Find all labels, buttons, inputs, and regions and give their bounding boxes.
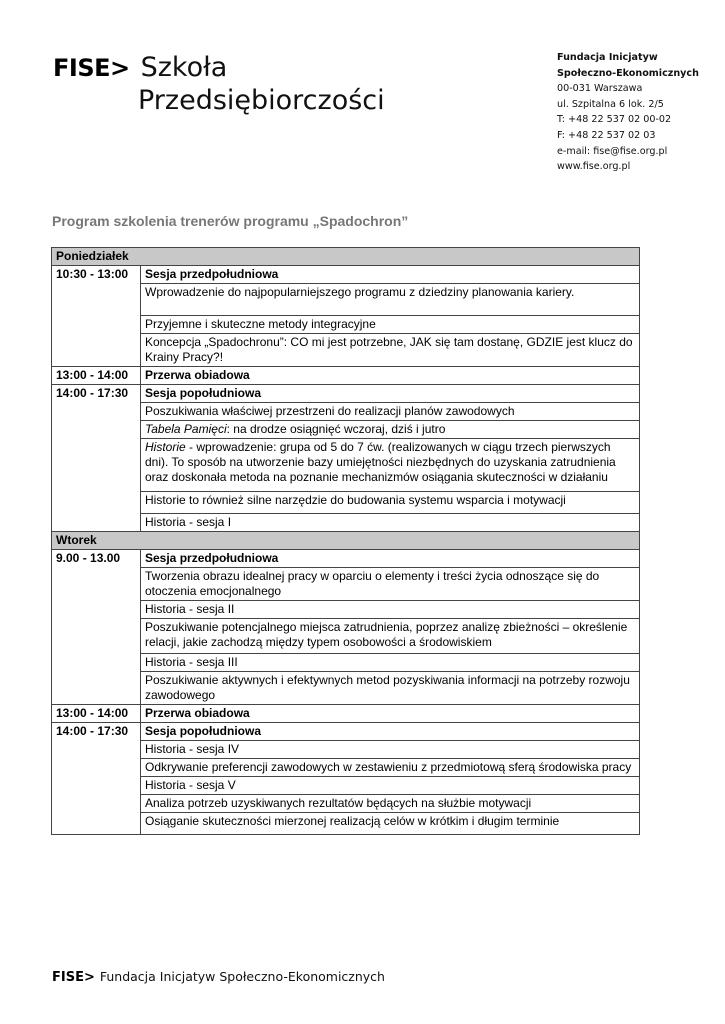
session-item: Historie to również silne narzędzie do budowania systemu wsparcia i motywacji (141, 492, 640, 514)
session-item: Historia - sesja III (141, 654, 640, 672)
postal-city: 00-031 Warszawa (557, 83, 643, 95)
org-name-line2: Społeczno-Ekonomicznych (557, 67, 699, 79)
session-item: Tworzenia obrazu idealnej pracy w oparciu o elementy i treści życia odnoszące się do otoczenia emocjonalnego (141, 568, 640, 601)
document-title: Program szkolenia trenerów programu „Spadochron” (52, 213, 409, 229)
website: www.fise.org.pl (557, 161, 631, 173)
break-time: 13:00 - 14:00 (52, 705, 141, 723)
table-row (52, 403, 640, 421)
session-title: Sesja przedpołudniowa (141, 550, 640, 568)
session-item: Poszukiwania właściwej przestrzeni do realizacji planów zawodowych (141, 403, 640, 421)
email: e-mail: fise@fise.org.pl (557, 145, 668, 157)
session-title: Sesja przedpołudniowa (141, 266, 640, 284)
table-row (52, 284, 640, 316)
school-name-line1: Szkoła (140, 52, 228, 83)
session-item-text: : na drodze osiągnięć wczoraj, dziś i jutro (226, 422, 446, 436)
table-row (52, 813, 640, 835)
session-item: Poszukiwanie potencjalnego miejsca zatrudnienia, poprzez analizę zbieżności – określenie relacji, jakie zachodzą między typem osobowości a środowiskiem (141, 619, 640, 654)
table-row (52, 421, 640, 439)
table-row (52, 266, 640, 284)
session-title: Sesja popołudniowa (141, 385, 640, 403)
table-row (52, 654, 640, 672)
break-title: Przerwa obiadowa (141, 705, 640, 723)
table-row (52, 439, 640, 492)
session-item: Osiąganie skuteczności mierzonej realizacją celów w krótkim i długim terminie (141, 813, 640, 835)
session-time: 14:00 - 17:30 (52, 385, 141, 532)
session-title: Sesja popołudniowa (141, 723, 640, 741)
school-name-line2: Przedsiębiorczości (138, 85, 385, 116)
table-row (52, 705, 640, 723)
session-item: Odkrywanie preferencji zawodowych w zestawieniu z przedmiotową sferą środowiska pracy (141, 759, 640, 777)
street-address: ul. Szpitalna 6 lok. 2/5 (557, 98, 664, 110)
table-row (52, 672, 640, 705)
footer-logo: FISE> (52, 970, 95, 985)
break-title: Przerwa obiadowa (141, 367, 640, 385)
session-time: 10:30 - 13:00 (52, 266, 141, 367)
brand-logo (53, 52, 385, 118)
session-item: Przyjemne i skuteczne metody integracyjne (141, 316, 640, 334)
schedule-table (51, 247, 640, 835)
session-item: Koncepcja „Spadochronu”: CO mi jest potrzebne, JAK się tam dostanę, GDZIE jest klucz do Krainy Pracy?! (141, 334, 640, 367)
phone: T: +48 22 537 02 00-02 (557, 114, 672, 126)
table-row (52, 741, 640, 759)
table-row (52, 759, 640, 777)
table-row (52, 601, 640, 619)
day-row-monday (52, 248, 640, 266)
table-row (52, 619, 640, 654)
session-item (141, 439, 640, 492)
session-item-text: - wprowadzenie: grupa od 5 do 7 ćw. (realizowanych w ciągu trzech pierwszych dni). To sposób na utworzenie bazy umiejętności niezbędnych do uzyskania zatrudnienia oraz doskonała metoda na poznanie mechanizmów osiągania skuteczności w działaniu (145, 440, 616, 484)
session-time: 9.00 - 13.00 (52, 550, 141, 705)
session-item: Analiza potrzeb uzyskiwanych rezultatów będących na służbie motywacji (141, 795, 640, 813)
table-row (52, 316, 640, 334)
day-heading: Wtorek (52, 532, 640, 550)
table-row (52, 723, 640, 741)
session-item: Historia - sesja II (141, 601, 640, 619)
fax: F: +48 22 537 02 03 (557, 129, 656, 141)
session-item: Wprowadzenie do najpopularniejszego programu z dziedziny planowania kariery. (141, 284, 640, 316)
table-row (52, 492, 640, 514)
table-row (52, 550, 640, 568)
fise-logo: FISE> (53, 54, 130, 82)
table-row (52, 385, 640, 403)
table-row (52, 777, 640, 795)
footer-text: Fundacja Inicjatyw Społeczno-Ekonomicznych (99, 969, 385, 984)
table-row (52, 334, 640, 367)
contact-block (557, 50, 699, 175)
session-time: 14:00 - 17:30 (52, 723, 141, 835)
session-item-emphasis: Historie (145, 440, 186, 454)
session-item (141, 421, 640, 439)
day-heading: Poniedziałek (52, 248, 640, 266)
table-row (52, 514, 640, 532)
session-item: Historia - sesja IV (141, 741, 640, 759)
table-row (52, 795, 640, 813)
session-item: Historia - sesja V (141, 777, 640, 795)
session-item-emphasis: Tabela Pamięci (145, 422, 227, 436)
footer (52, 969, 385, 985)
break-time: 13:00 - 14:00 (52, 367, 141, 385)
table-row (52, 367, 640, 385)
day-row-tuesday (52, 532, 640, 550)
org-name-line1: Fundacja Inicjatyw (557, 52, 658, 63)
table-row (52, 568, 640, 601)
session-item: Historia - sesja I (141, 514, 640, 532)
session-item: Poszukiwanie aktywnych i efektywnych metod pozyskiwania informacji na potrzeby rozwoju zawodowego (141, 672, 640, 705)
